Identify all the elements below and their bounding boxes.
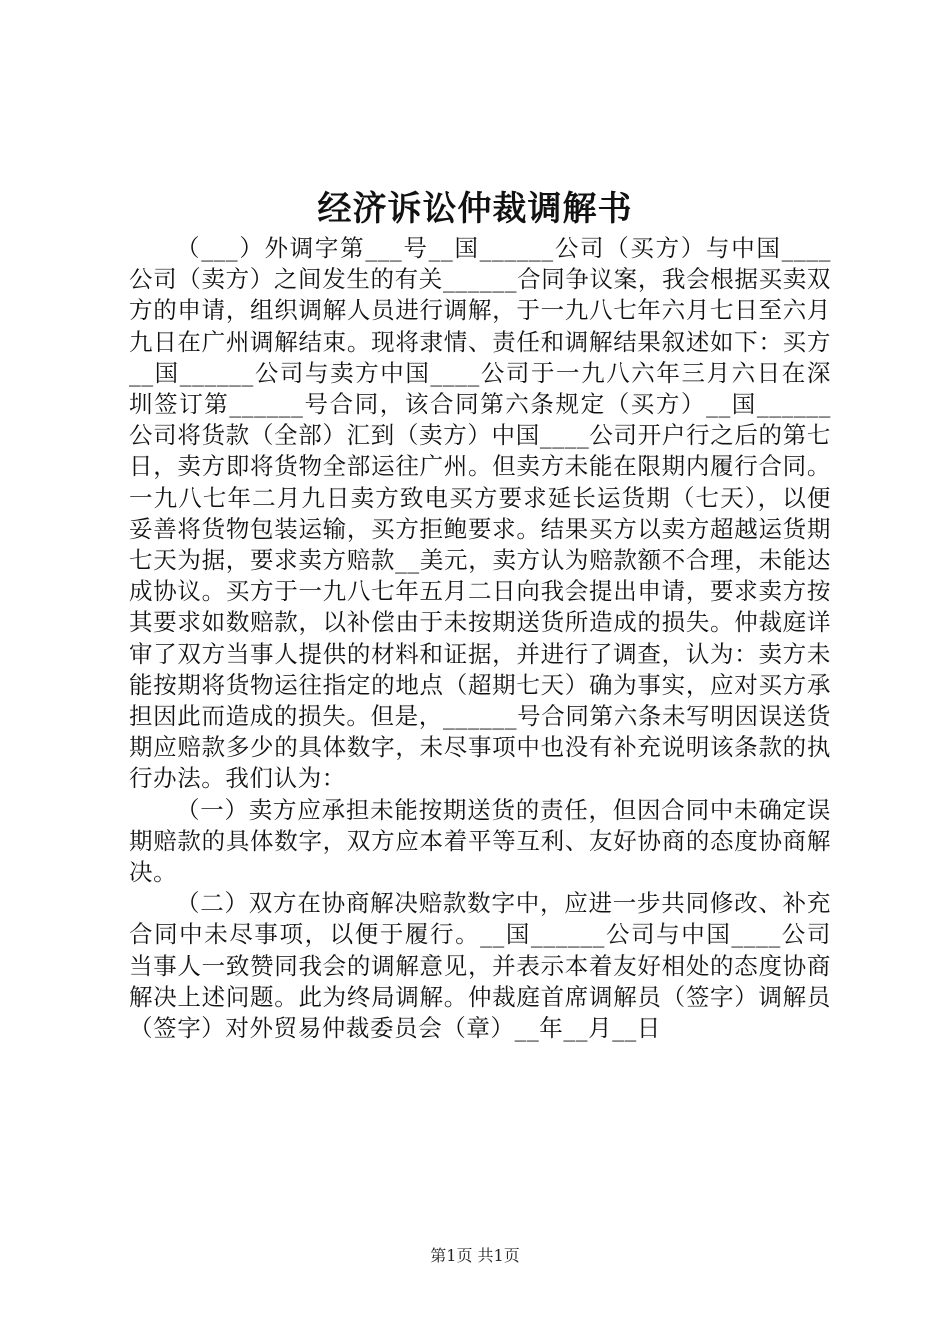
document-title: 经济诉讼仲裁调解书 [317,189,633,229]
document-body [129,233,831,1044]
paragraph-main: （___）外调字第___号__国______公司（买方）与中国____公司（卖方）之间发生的有关______合同争议案，我会根据买卖双方的申请，组织调解人员进行调解，于一九八七年六月七日至六月九日在广州调解结束。现将隶情、责任和调解结果叙述如下：买方__国______公司与卖方中国____公司于一九八六年三月六日在深圳签订第______号合同，该合同第六条规定（买方）__国______公司将货款（全部）汇到（卖方）中国____公司开户行之后的第七日，卖方即将货物全部运往广州。但卖方未能在限期内履行合同。一九八七年二月九日卖方致电买方要求延长运货期（七天），以便妥善将货物包装运输，买方拒鲍要求。结果买方以卖方超越运货期七天为据，要求卖方赔款__美元，卖方认为赔款额不合理，未能达成协议。买方于一九八七年五月二日向我会提出申请，要求卖方按其要求如数赔款，以补偿由于未按期送货所造成的损失。仲裁庭详审了双方当事人提供的材料和证据，并进行了调查，认为：卖方未能按期将货物运往指定的地点（超期七天）确为事实，应对买方承担因此而造成的损失。但是，______号合同第六条未写明因误送货期应赔款多少的具体数字，未尽事项中也没有补充说明该条款的执行办法。我们认为： [129,234,831,793]
page-footer: 第1页 共1页 [430,1246,520,1265]
paragraph-item-one: （一）卖方应承担未能按期送货的责任，但因合同中未确定误期赔款的具体数字，双方应本着平等互利、友好协商的态度协商解决。 [129,795,831,887]
paragraph-item-two: （二）双方在协商解决赔款数字中，应进一步共同修改、补充合同中未尽事项，以便于履行。__国______公司与中国____公司当事人一致赞同我会的调解意见，并表示本着友好相处的态度协商解决上述问题。此为终局调解。仲裁庭首席调解员（签字）调解员（签字）对外贸易仲裁委员会（章）__年__月__日 [129,889,831,1043]
